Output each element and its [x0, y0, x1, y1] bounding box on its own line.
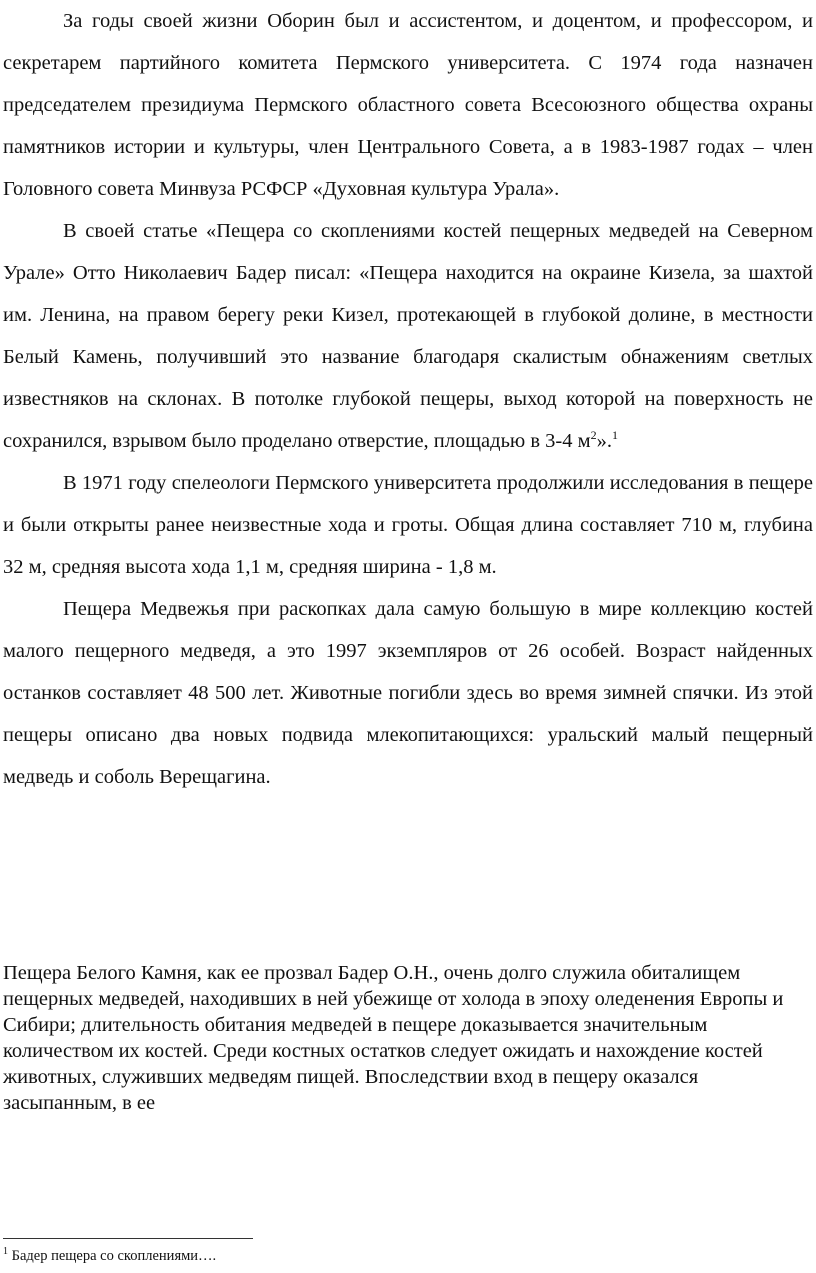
paragraph-speleologists: В 1971 году спелеологи Пермского университета продолжили исследования в пещере и были открыты ранее неизвестные хода и гроты. Общая длина составляет 710 м, глубина 32 м, средняя высота хода 1,1 м, средняя ширина - 1,8 м. — [3, 472, 813, 578]
footnote-divider — [3, 1238, 253, 1239]
footnote — [3, 1245, 703, 1267]
paragraph-white-stone-cave: Пещера Белого Камня, как ее прозвал Бадер О.Н., очень долго служила обиталищем пещерных медведей, находивших в ней убежище от холода в эпоху оледенения Европы и Сибири; длительность обитания медведей в пещере доказывается значительным количеством их костей. Среди костных остатков следует ожидать и нахождение костей животных, служивших медведям пищей. Впоследствии вход в пещеру оказался засыпанным, в ее — [3, 962, 784, 1114]
superscript-square: 2 — [590, 428, 597, 443]
paragraph-oborin: За годы своей жизни Оборин был и ассистентом, и доцентом, и профессором, и секретарем партийного комитета Пермского университета. С 1974 года назначен председателем президиума Пермского областного совета Всесоюзного общества охраны памятников истории и культуры, член Центрального Совета, а в 1983-1987 годах – член Головного совета Минвуза РСФСР «Духовная культура Урала». — [3, 10, 813, 200]
quote-end: ». — [596, 430, 612, 452]
paragraph-bader-text: В своей статье «Пещера со скоплениями костей пещерных медведей на Северном Урале» Отто Николаевич Бадер писал: «Пещера находится на окраине Кизела, за шахтой им. Ленина, на правом берегу реки Кизел, протекающей в глубокой долине, в местности Белый Камень, получивший это название благодаря скалистым обнажениям светлых известняков на склонах. В потолке глубокой пещеры, выход которой на поверхность не сохранился, взрывом было проделано отверстие, площадью в 3-4 м — [3, 220, 813, 452]
paragraph-bear-collection: Пещера Медвежья при раскопках дала самую большую в мире коллекцию костей малого пещерного медведя, а это 1997 экземпляров от 26 особей. Возраст найденных останков составляет 48 500 лет. Животные погибли здесь во время зимней спячки. Из этой пещеры описано два новых подвида млекопитающихся: уральский малый пещерный медведь и соболь Верещагина. — [3, 598, 813, 788]
footnote-mark: 1 — [3, 1246, 8, 1258]
main-text — [3, 0, 813, 798]
footnote-text: Бадер пещера со скоплениями…. — [8, 1248, 217, 1264]
footnote-ref: 1 — [611, 428, 618, 443]
paragraph-bader-quote — [3, 210, 813, 462]
